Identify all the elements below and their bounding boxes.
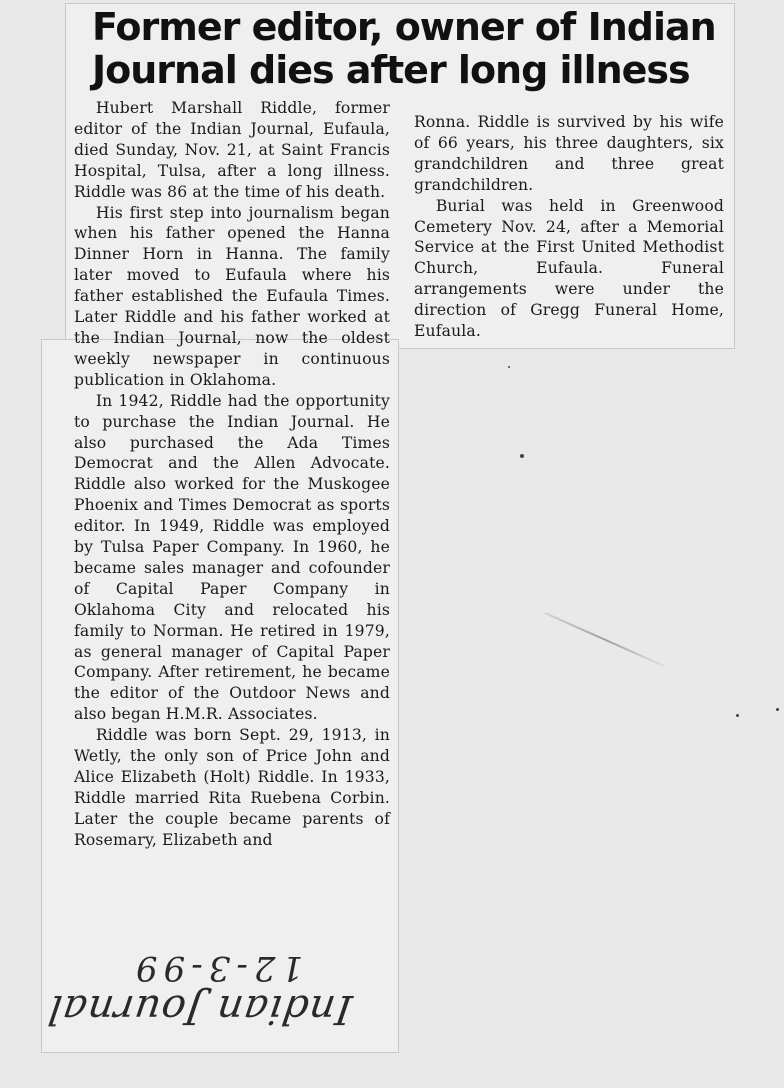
paragraph: Burial was held in Greenwood Cemetery Nov. 24, after a Memorial Service at the First United Methodist Church, Eufaula. Funeral arrangements were under the direction of Gregg Funeral Home, Eufaula. — [414, 196, 724, 341]
paragraph: His first step into journalism began when his father opened the Hanna Dinner Horn in Hanna. The family later moved to Eufaula where his father established the Eufaula Times. Later Riddle and his father worked at the Indian Journal, now the oldest weekly newspaper in continuous publication in Oklahoma. — [74, 203, 390, 389]
scan-streak — [545, 612, 665, 667]
headline — [92, 5, 716, 92]
speck — [508, 366, 510, 368]
paragraph: Riddle was born Sept. 29, 1913, in Wetly, the only son of Price John and Alice Elizabeth (Holt) Riddle. In 1933, Riddle married Rita Ruebena Corbin. Later the couple became parents of Rosemary, Elizabeth and — [74, 726, 390, 849]
speck — [776, 708, 779, 711]
handwritten-source: Indian Journal — [44, 986, 355, 1032]
paragraph: Hubert Marshall Riddle, former editor of the Indian Journal, Eufaula, died Sunday, Nov. 21, at Saint Francis Hospital, Tulsa, after a long illness. Riddle was 86 at the time of his death. — [74, 99, 390, 201]
paragraph: In 1942, Riddle had the opportunity to purchase the Indian Journal. He also purchased the Ada Times Democrat and the Allen Advocate. Riddle also worked for the Muskogee Phoenix and Times Democrat as sports editor. In 1949, Riddle was employed by Tulsa Paper Company. In 1960, he became sales manager and cofounder of Capital Paper Company in Oklahoma City and relocated his family to Norman. He retired in 1979, as general manager of Capital Paper Company. After retirement, he became the editor of the Outdoor News and also began H.M.R. Associates. — [74, 391, 390, 724]
handwritten-date: 12-3-99 — [130, 948, 304, 988]
article-column-right — [414, 112, 724, 342]
headline-line-2: Journal dies after long illness — [92, 48, 690, 92]
article-column-left — [74, 98, 390, 851]
speck — [736, 714, 739, 717]
paragraph: Ronna. Riddle is survived by his wife of 66 years, his three daughters, six grandchildren and three great grandchildren. — [414, 113, 724, 194]
speck — [520, 454, 524, 458]
headline-line-1: Former editor, owner of Indian — [92, 5, 716, 49]
